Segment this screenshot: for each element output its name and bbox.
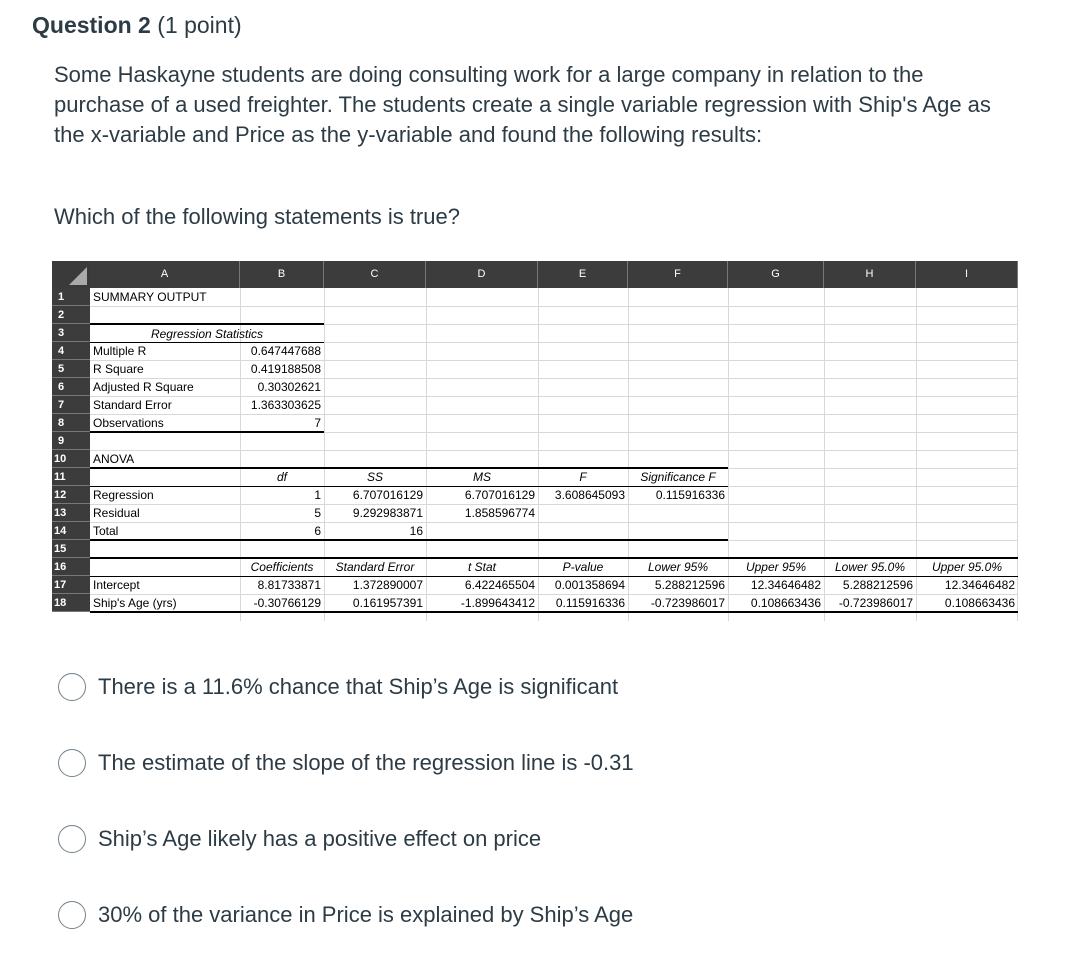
anova-df: 5 bbox=[314, 506, 321, 520]
question-prompt: Which of the following statements is true? bbox=[54, 204, 460, 229]
row-header[interactable]: 11 bbox=[52, 468, 90, 486]
stat-label: Standard Error bbox=[93, 398, 172, 412]
coef-value: 12.34646482 bbox=[750, 578, 821, 592]
select-all-corner[interactable] bbox=[52, 261, 90, 288]
stat-label: R Square bbox=[93, 362, 144, 376]
anova-header: F bbox=[579, 470, 587, 484]
regression-statistics-title: Regression Statistics bbox=[150, 327, 264, 341]
answer-option-label: There is a 11.6% chance that Ship’s Age is significant bbox=[98, 674, 619, 699]
row-header[interactable]: 3 bbox=[52, 324, 90, 342]
summary-title: SUMMARY OUTPUT bbox=[93, 290, 207, 304]
coef-header: Upper 95.0% bbox=[931, 560, 1003, 574]
coef-value: 12.34646482 bbox=[944, 578, 1015, 592]
anova-ss: 9.292983871 bbox=[352, 506, 423, 520]
stat-value: 0.647447688 bbox=[250, 344, 321, 358]
coef-value: -0.723986017 bbox=[650, 596, 725, 610]
column-header-d[interactable]: D bbox=[426, 261, 538, 288]
row-header[interactable]: 18 bbox=[52, 594, 90, 612]
question-number: Question 2 bbox=[32, 12, 151, 38]
anova-f: 3.608645093 bbox=[554, 488, 625, 502]
anova-ms: 1.858596774 bbox=[464, 506, 535, 520]
answer-option-2[interactable] bbox=[58, 749, 634, 777]
column-header-i[interactable]: I bbox=[916, 261, 1018, 288]
radio-button[interactable] bbox=[58, 673, 86, 701]
row-header[interactable]: 12 bbox=[52, 486, 90, 504]
coef-header: Coefficients bbox=[250, 560, 314, 574]
anova-df: 1 bbox=[314, 488, 321, 502]
anova-ms: 6.707016129 bbox=[464, 488, 535, 502]
stat-label: Multiple R bbox=[93, 344, 147, 358]
question-text bbox=[54, 60, 1014, 150]
anova-df: 6 bbox=[314, 524, 321, 538]
coef-value: 6.422465504 bbox=[464, 578, 535, 592]
answer-option-4[interactable] bbox=[58, 901, 633, 929]
radio-button[interactable] bbox=[58, 901, 86, 929]
coef-header: P-value bbox=[562, 560, 604, 574]
coef-value: -0.723986017 bbox=[838, 596, 913, 610]
column-header-c[interactable]: C bbox=[324, 261, 426, 288]
row-header[interactable]: 8 bbox=[52, 414, 90, 432]
anova-header: SS bbox=[366, 470, 383, 484]
coef-value: 0.161957391 bbox=[352, 596, 423, 610]
answer-option-label: 30% of the variance in Price is explained by Ship’s Age bbox=[98, 902, 634, 927]
anova-header: df bbox=[276, 470, 287, 484]
row-header[interactable]: 10 bbox=[52, 450, 90, 468]
stat-value: 1.363303625 bbox=[250, 398, 321, 412]
coef-value: 0.108663436 bbox=[750, 596, 821, 610]
anova-row-label: Total bbox=[93, 524, 119, 538]
stat-label: Adjusted R Square bbox=[93, 380, 194, 394]
anova-title: ANOVA bbox=[93, 452, 135, 466]
coef-value: 1.372890007 bbox=[352, 578, 423, 592]
answer-option-1[interactable] bbox=[58, 673, 618, 701]
row-header[interactable]: 4 bbox=[52, 342, 90, 360]
coef-row-label: Ship's Age (yrs) bbox=[93, 596, 177, 610]
row-header[interactable]: 9 bbox=[52, 432, 90, 450]
anova-sigf: 0.115916336 bbox=[655, 488, 725, 502]
coef-value: -0.30766129 bbox=[253, 596, 321, 610]
coef-header: Standard Error bbox=[335, 560, 415, 574]
radio-button[interactable] bbox=[58, 749, 86, 777]
row-header[interactable]: 6 bbox=[52, 378, 90, 396]
stat-value: 0.419188508 bbox=[250, 362, 321, 376]
coef-header: t Stat bbox=[467, 560, 496, 574]
coef-header: Lower 95% bbox=[647, 560, 709, 574]
coef-value: 5.288212596 bbox=[842, 578, 913, 592]
anova-header: MS bbox=[473, 470, 491, 484]
coef-value: 8.81733871 bbox=[257, 578, 321, 592]
anova-ss: 6.707016129 bbox=[352, 488, 423, 502]
row-header[interactable]: 14 bbox=[52, 522, 90, 540]
coef-row-label: Intercept bbox=[93, 578, 140, 592]
coef-value: 5.288212596 bbox=[654, 578, 725, 592]
anova-row-label: Regression bbox=[93, 488, 154, 502]
stat-value: 7 bbox=[314, 416, 321, 430]
row-header[interactable]: 2 bbox=[52, 306, 90, 324]
coef-value: 0.115916336 bbox=[555, 596, 625, 610]
coef-header: Lower 95.0% bbox=[834, 560, 906, 574]
coef-value: -1.899643412 bbox=[460, 596, 535, 610]
row-header[interactable]: 13 bbox=[52, 504, 90, 522]
coef-value: 0.108663436 bbox=[944, 596, 1015, 610]
question-paragraph: Some Haskayne students are doing consulting work for a large company in relation to the purchase of a used freighter. The students create a single variable regression with Ship's Age as the x-variable and Price as the y-variable and found the following results: bbox=[54, 62, 991, 147]
column-header-e[interactable]: E bbox=[538, 261, 628, 288]
row-header[interactable]: 1 bbox=[52, 288, 90, 306]
answer-option-label: Ship’s Age likely has a positive effect on price bbox=[98, 826, 542, 851]
radio-button[interactable] bbox=[58, 825, 86, 853]
stat-label: Observations bbox=[93, 416, 164, 430]
anova-row-label: Residual bbox=[93, 506, 140, 520]
column-header-a[interactable]: A bbox=[90, 261, 240, 288]
answer-option-label: The estimate of the slope of the regression line is -0.31 bbox=[98, 750, 634, 775]
column-header-f[interactable]: F bbox=[628, 261, 728, 288]
question-points: (1 point) bbox=[157, 12, 242, 38]
anova-header: Significance F bbox=[640, 470, 716, 484]
column-header-g[interactable]: G bbox=[728, 261, 824, 288]
coef-value: 0.001358694 bbox=[554, 578, 625, 592]
answer-option-3[interactable] bbox=[58, 825, 541, 853]
column-header-b[interactable]: B bbox=[240, 261, 324, 288]
row-header[interactable]: 15 bbox=[52, 540, 90, 558]
row-header[interactable]: 5 bbox=[52, 360, 90, 378]
question-title bbox=[32, 12, 242, 39]
row-header[interactable]: 16 bbox=[52, 558, 90, 576]
row-header[interactable]: 7 bbox=[52, 396, 90, 414]
column-header-h[interactable]: H bbox=[824, 261, 916, 288]
stat-value: 0.30302621 bbox=[257, 380, 321, 394]
row-header[interactable]: 17 bbox=[52, 576, 90, 594]
anova-ss: 16 bbox=[409, 524, 423, 538]
regression-spreadsheet bbox=[52, 261, 1018, 621]
coef-header: Upper 95% bbox=[745, 560, 807, 574]
